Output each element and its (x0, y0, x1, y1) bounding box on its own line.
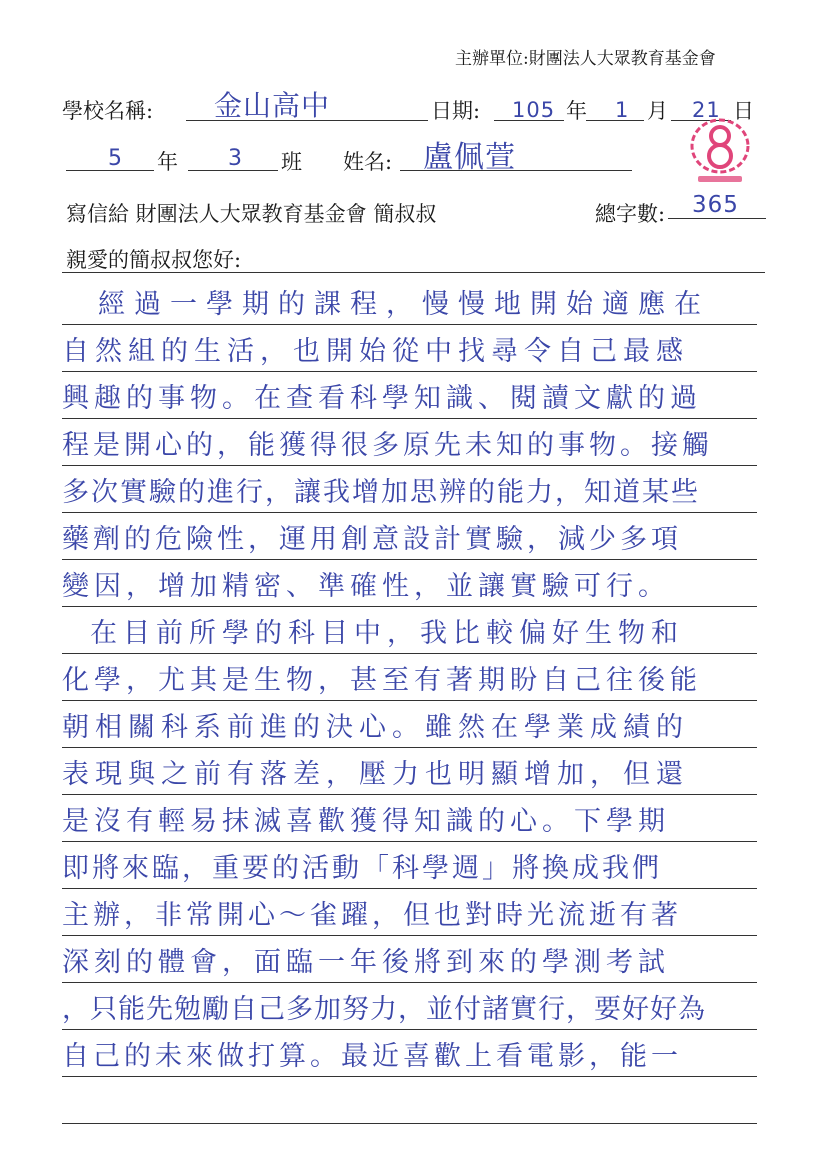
school-label: 學校名稱: (62, 99, 154, 123)
letter-line: ，只能先勉勵自己多加努力，並付諸實行，要好好為 (62, 994, 706, 1025)
date-label: 日期: (431, 99, 481, 123)
word-count-value: 365 (692, 192, 739, 218)
letter-line: 在目前所學的科目中，我比較偏好生物和 (90, 618, 684, 649)
letter-line: 主辦，非常開心～雀躍，但也對時光流逝有著 (62, 900, 682, 931)
grade-value: 5 (108, 146, 123, 171)
class-underline (188, 170, 278, 171)
letter-line: 表現與之前有落差，壓力也明顯增加，但還 (62, 759, 689, 790)
date-year-value: 105 (512, 98, 556, 122)
letter-line: 程是開心的，能獲得很多原先未知的事物。接觸 (62, 430, 713, 461)
date-month-value: 1 (615, 98, 630, 122)
letter-line: 自己的未來做打算。最近喜歡上看電影，能一 (62, 1041, 682, 1072)
class-value: 3 (228, 146, 243, 171)
month-label: 月 (647, 99, 668, 123)
letter-line: 變因，增加精密、準確性，並讓實驗可行。 (62, 571, 670, 602)
letter-line: 藥劑的危險性，運用創意設計實驗，減少多項 (62, 524, 682, 555)
day-label: 日 (733, 99, 754, 123)
letter-line: 經過一學期的課程，慢慢地開始適應在 (98, 289, 710, 320)
letter-line: 即將來臨，重要的活動「科學週」將換成我們 (62, 853, 662, 884)
organizer-header: 主辦單位:財團法人大眾教育基金會 (455, 49, 716, 69)
school-underline (186, 120, 428, 121)
word-count-label: 總字數: (595, 202, 666, 226)
letter-line: 自然組的生活，也開始從中找尋令自己最感 (62, 336, 689, 367)
letter-line: 是沒有輕易抹滅喜歡獲得知識的心。下學期 (62, 806, 670, 837)
greeting: 親愛的簡叔叔您好: (66, 248, 242, 272)
letter-line: 多次實驗的進行，讓我增加思辨的能力，知道某些 (62, 477, 700, 508)
letter-line: 朝相關科系前進的決心。雖然在學業成績的 (62, 712, 689, 743)
year-label: 年 (566, 99, 587, 123)
school-stamp-icon (684, 112, 756, 190)
letter-line: 深刻的體會，面臨一年後將到來的學測考試 (62, 947, 670, 978)
school-value: 金山高中 (214, 89, 331, 122)
date-year-underline (494, 120, 564, 121)
letter-line: 興趣的事物。在查看科學知識、閱讀文獻的過 (62, 383, 702, 414)
name-underline (400, 170, 632, 171)
grade-underline (66, 170, 154, 171)
grade-label: 年 (157, 150, 178, 174)
greeting-underline (62, 272, 765, 273)
letter-line: 化學，尤其是生物，甚至有著期盼自己往後能 (62, 665, 702, 696)
name-label: 姓名: (343, 150, 393, 174)
class-label: 班 (281, 150, 302, 174)
word-count-underline (668, 218, 766, 219)
name-value: 盧佩萱 (423, 140, 516, 175)
date-day-value: 21 (692, 98, 721, 122)
date-month-underline (586, 120, 644, 121)
letter-recipient: 寫信給 財團法人大眾教育基金會 簡叔叔 (66, 202, 437, 226)
